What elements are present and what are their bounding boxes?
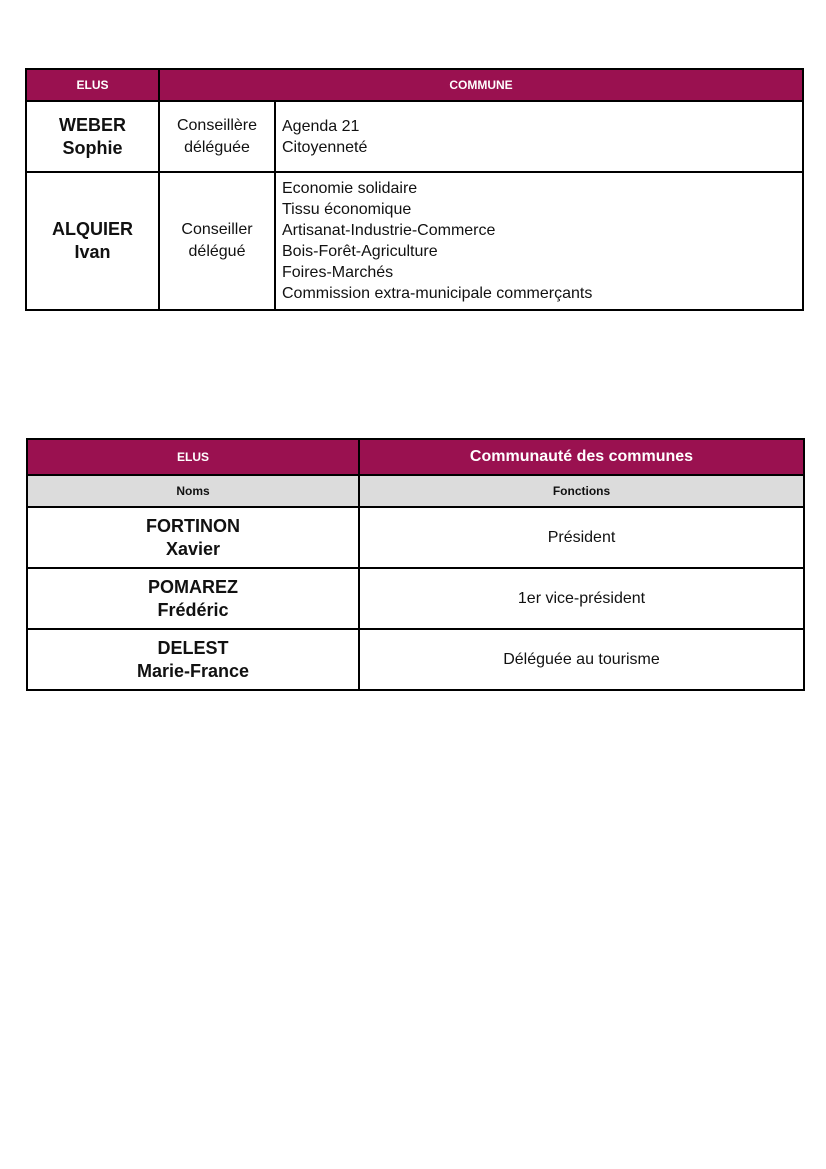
elu-name: [27, 507, 359, 568]
elu-domains: [275, 101, 803, 172]
elu-name: [26, 101, 159, 172]
elu-fonction: Président: [359, 507, 804, 568]
subheader-fonctions: Fonctions: [359, 475, 804, 507]
domain-item: Commission extra-municipale commerçants: [282, 285, 593, 302]
header-elus: ELUS: [26, 69, 159, 101]
elu-first-name: Xavier: [165, 538, 221, 559]
elu-name: [26, 172, 159, 310]
elu-last-name: POMAREZ: [148, 576, 238, 597]
role-line: délégué: [188, 243, 246, 260]
domain-item: Foires-Marchés: [282, 264, 394, 281]
elu-last-name: WEBER: [59, 114, 126, 135]
elu-name: [27, 568, 359, 629]
role-line: déléguée: [184, 138, 250, 156]
domain-item: Economie solidaire: [282, 180, 418, 197]
header-communaute: Communauté des communes: [359, 439, 804, 475]
elu-role: [159, 101, 275, 172]
table-row: [26, 172, 803, 310]
elu-role: [159, 172, 275, 310]
domain-item: Agenda 21: [282, 117, 360, 135]
elu-name: [27, 629, 359, 690]
commune-elus-table: [25, 68, 804, 311]
elu-fonction: 1er vice-président: [359, 568, 804, 629]
elu-last-name: ALQUIER: [52, 219, 133, 239]
header-elus: ELUS: [27, 439, 359, 475]
role-line: Conseillère: [176, 116, 258, 134]
elu-last-name: DELEST: [157, 637, 229, 658]
role-line: Conseiller: [181, 221, 253, 238]
domain-item: Bois-Forêt-Agriculture: [282, 243, 438, 260]
elu-first-name: Ivan: [74, 242, 111, 262]
elu-first-name: Marie-France: [136, 660, 250, 681]
domain-item: Tissu économique: [282, 201, 412, 218]
table-row: [26, 101, 803, 172]
communaute-elus-table: [26, 438, 805, 691]
elu-domains: [275, 172, 803, 310]
subheader-noms: Noms: [27, 475, 359, 507]
elu-first-name: Sophie: [62, 137, 123, 158]
table-row: [27, 568, 804, 629]
elu-last-name: FORTINON: [146, 515, 240, 536]
table-row: [27, 629, 804, 690]
domain-item: Citoyenneté: [282, 138, 368, 156]
elu-first-name: Frédéric: [157, 599, 229, 620]
elu-fonction: Déléguée au tourisme: [359, 629, 804, 690]
header-commune: COMMUNE: [159, 69, 803, 101]
domain-item: Artisanat-Industrie-Commerce: [282, 222, 496, 239]
table-row: [27, 507, 804, 568]
